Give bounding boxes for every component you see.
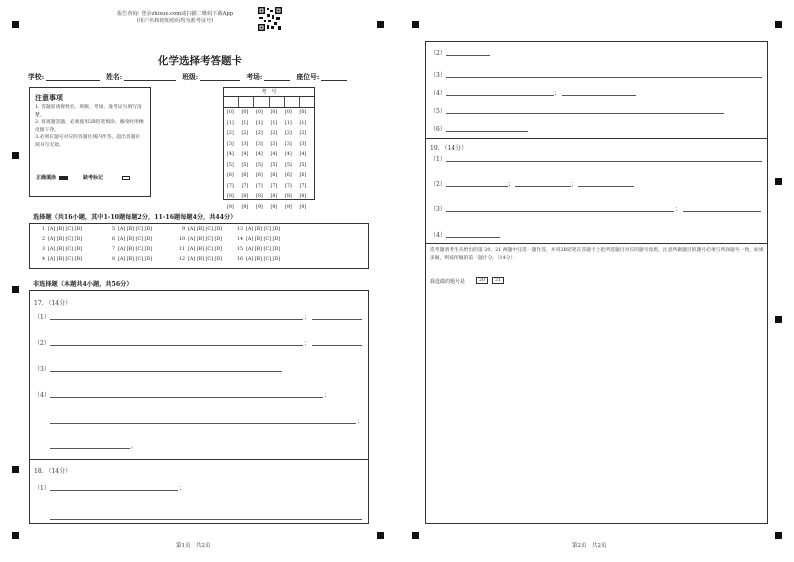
q19-title: 19. （14分） <box>430 145 468 152</box>
notice-box <box>29 87 151 197</box>
digit-bubble[interactable]: [7] <box>270 183 278 189</box>
corner-mark <box>412 21 419 28</box>
choice-options[interactable]: [A] [B] [C] [D] <box>188 227 223 232</box>
choice-options[interactable]: [A] [B] [C] [D] <box>118 257 153 262</box>
choice-options[interactable]: [A] [B] [C] [D] <box>188 237 223 242</box>
name-field[interactable] <box>124 73 176 81</box>
page-title: 化学选择考答题卡 <box>158 55 242 67</box>
choice-question-15[interactable] <box>234 247 280 252</box>
digit-bubble[interactable]: [1] <box>241 120 249 126</box>
class-label: 班级: <box>182 73 199 81</box>
choice-options[interactable]: [A] [B] [C] [D] <box>118 237 153 242</box>
q19-part-4: （4） <box>430 232 446 239</box>
q17-2-line-b[interactable] <box>312 345 362 346</box>
q19-3-line-a[interactable] <box>446 211 674 212</box>
q18-title: 18. （14分） <box>34 468 72 475</box>
choice-options[interactable]: [A] [B] [C] [D] <box>48 227 83 232</box>
q17-part-1: （1） <box>34 314 50 321</box>
school-field[interactable] <box>46 73 100 81</box>
absent-mark-box[interactable] <box>122 176 130 180</box>
page-2-footer: 第2页 共2页 <box>572 543 607 549</box>
seat-field[interactable] <box>321 73 347 81</box>
class-field[interactable] <box>200 73 240 81</box>
digit-row <box>227 161 311 172</box>
q17-title: 17. （14分） <box>34 300 72 307</box>
choice-number: 2 <box>41 237 45 242</box>
choice-options[interactable]: [A] [B] [C] [D] <box>246 237 281 242</box>
choice-question-2[interactable] <box>36 237 82 242</box>
digit-bubble[interactable]: [1] <box>299 120 307 126</box>
notice-title: 注意事项 <box>35 93 63 102</box>
digit-row <box>227 182 311 193</box>
q17-2-line-a[interactable] <box>50 345 303 346</box>
elective-instruction: 选考题请考生从给出的第 20、21 两题中任选一题作答，并用2B铅笔在答题卡上把所选题目对应的题号涂黑，注意所做题目的题号必须与所涂题号一致，如果多做，则按所做的第一题计分。（14分） <box>430 248 764 261</box>
choice-options[interactable]: [A] [B] [C] [D] <box>188 247 223 252</box>
q18-1-line[interactable] <box>50 490 178 491</box>
corner-mark <box>775 532 782 539</box>
digit-bubble[interactable]: [9] <box>227 204 234 210</box>
digit-bubble[interactable]: [0] <box>241 110 249 115</box>
digit-bubble[interactable]: [0] <box>256 110 263 115</box>
choice-options[interactable]: [A] [B] [C] [D] <box>246 247 281 252</box>
corner-mark <box>775 21 782 28</box>
q18-5-line[interactable] <box>446 113 724 114</box>
digit-row <box>227 108 311 119</box>
page-1-footer: 第1页 共2页 <box>176 543 211 549</box>
digit-bubble[interactable]: [6] <box>227 173 234 178</box>
digit-bubble[interactable]: [7] <box>299 183 307 189</box>
digit-bubble[interactable]: [8] <box>256 194 263 199</box>
qr-code-icon <box>257 6 283 32</box>
digit-bubble[interactable]: [1] <box>256 120 263 126</box>
digit-bubble[interactable]: [4] <box>285 152 292 157</box>
side-mark <box>775 316 782 323</box>
choice-options[interactable]: [A] [B] [C] [D] <box>48 237 83 242</box>
choice-options[interactable]: [A] [B] [C] [D] <box>48 257 83 262</box>
exam-room-field[interactable] <box>264 73 290 81</box>
digit-bubble[interactable]: [6] <box>299 173 307 178</box>
digit-bubble[interactable]: [1] <box>285 120 292 126</box>
report-query-text: 报告查询: 登录zhixue.com或扫描二维码下载App (用户名和初始密码均为准考证号) <box>116 11 234 24</box>
digit-bubble[interactable]: [6] <box>270 173 278 178</box>
digit-bubble[interactable]: [2] <box>256 131 263 136</box>
side-mark <box>12 286 19 293</box>
q19-3-line-b[interactable] <box>683 211 761 212</box>
q18-4-line-a[interactable] <box>446 95 554 96</box>
digit-bubble[interactable]: [2] <box>270 131 278 136</box>
q18-part-3: （3） <box>430 72 446 79</box>
choice-question-4[interactable] <box>36 257 82 262</box>
elective-label: 我选做的题号是 <box>430 279 466 285</box>
digit-bubble[interactable]: [8] <box>227 194 234 199</box>
notice-items: 1. 答题前请将姓名、班级、考场、准考证号填写清楚。 2. 客观题答题，必须使用2B铅笔填涂，修改时用橡皮擦干净。 3.必须在题号对应的答题区域内作答，超出答题区域书写无效。 <box>35 105 144 148</box>
fill-legend: 正确填涂 缺考标记 <box>36 174 130 181</box>
q17-4-line-c[interactable] <box>50 448 130 449</box>
q18-answer-box: 18. （14分） （1） ； <box>29 459 369 524</box>
q19-2-line-a[interactable] <box>446 186 508 187</box>
choice-question-10[interactable] <box>176 237 222 242</box>
digit-bubble[interactable]: [4] <box>299 152 307 157</box>
digit-row <box>227 119 311 130</box>
q18-part-1: （1） <box>34 485 50 492</box>
elective-option-20[interactable]: 20 <box>476 277 488 284</box>
q18-2-line[interactable] <box>446 55 490 56</box>
digit-bubble[interactable]: [9] <box>241 204 249 210</box>
digit-bubble[interactable]: [9] <box>285 204 292 210</box>
choice-number: 16 <box>236 257 243 262</box>
q19-part-2: （2） <box>430 181 446 188</box>
choice-section-title: 选择题（共16小题，其中1-10题每题2分，11-16题每题4分，共44分） <box>33 214 237 221</box>
choice-number: 5 <box>111 227 115 232</box>
choice-question-16[interactable] <box>234 257 280 262</box>
digit-bubble[interactable]: [2] <box>227 131 234 136</box>
digit-bubble[interactable]: [0] <box>285 110 292 115</box>
digit-bubble[interactable]: [2] <box>285 131 292 136</box>
q19-2-line-c[interactable] <box>578 186 634 187</box>
q19-2-line-b[interactable] <box>515 186 571 187</box>
corner-mark <box>12 21 19 28</box>
choice-number: 12 <box>178 257 185 262</box>
choice-number: 11 <box>178 247 185 252</box>
choice-number: 13 <box>236 227 243 232</box>
choice-question-6[interactable] <box>106 237 152 242</box>
digit-row <box>227 129 311 140</box>
choice-question-14[interactable] <box>234 237 280 242</box>
side-mark <box>12 152 19 159</box>
digit-bubble[interactable]: [4] <box>241 152 249 157</box>
choice-question-1[interactable] <box>36 227 82 232</box>
q17-part-2: （2） <box>34 340 50 347</box>
choice-number: 8 <box>111 257 115 262</box>
digit-row <box>227 203 311 214</box>
choice-question-11[interactable] <box>176 247 222 252</box>
digit-row <box>227 192 311 203</box>
q18-1-line-b[interactable] <box>50 519 362 520</box>
q17-1-line-b[interactable] <box>312 319 362 320</box>
q17-4-line-b[interactable] <box>50 423 356 424</box>
q18-part-5: （5） <box>430 108 446 115</box>
digit-bubble[interactable]: [8] <box>299 194 307 199</box>
choice-options[interactable]: [A] [B] [C] [D] <box>118 227 153 232</box>
digit-bubble[interactable]: [1] <box>227 120 234 126</box>
digit-bubble[interactable]: [2] <box>241 131 249 136</box>
choice-options[interactable]: [A] [B] [C] [D] <box>188 257 223 262</box>
digit-bubble[interactable]: [4] <box>270 152 278 157</box>
digit-bubble[interactable]: [3] <box>270 141 278 147</box>
choice-number: 3 <box>41 247 45 252</box>
digit-bubble[interactable]: [2] <box>299 131 307 136</box>
q17-answer-box: 17. （14分） （1） ； （2） ； （3） （4） ； ； 。 <box>29 290 369 460</box>
digit-bubble[interactable]: [6] <box>241 173 249 178</box>
choice-question-5[interactable] <box>106 227 152 232</box>
choice-question-9[interactable] <box>176 227 222 232</box>
choice-question-7[interactable] <box>106 247 152 252</box>
digit-bubble[interactable]: [7] <box>241 183 249 189</box>
digit-bubble[interactable]: [0] <box>299 110 307 115</box>
choice-answer-box <box>29 223 369 269</box>
q19-part-3: （3） <box>430 206 446 213</box>
digit-bubble[interactable]: [7] <box>227 183 234 189</box>
digit-bubble[interactable]: [3] <box>241 141 249 147</box>
digit-bubble[interactable]: [4] <box>227 152 234 157</box>
elective-option-21[interactable]: 21 <box>492 277 504 284</box>
choice-question-8[interactable] <box>106 257 152 262</box>
digit-bubble[interactable]: [4] <box>256 152 263 157</box>
digit-row <box>227 140 311 151</box>
digit-bubble[interactable]: [5] <box>299 162 307 168</box>
nonchoice-section-title: 非选择题（本题共4小题，共56分） <box>33 281 133 288</box>
digit-bubble[interactable]: [0] <box>227 110 234 115</box>
side-mark <box>12 466 19 473</box>
corner-mark <box>377 532 384 539</box>
q18-part-4: （4） <box>430 90 446 97</box>
choice-number: 9 <box>181 227 185 232</box>
q19-part-1: （1） <box>430 156 446 163</box>
choice-number: 7 <box>111 247 115 252</box>
school-label: 学校: <box>28 73 45 81</box>
exam-number-grid <box>223 87 315 210</box>
corner-mark <box>12 532 19 539</box>
corner-mark <box>412 532 419 539</box>
q18-6-line[interactable] <box>446 131 528 132</box>
digit-bubble[interactable]: [5] <box>241 162 249 168</box>
choice-options[interactable]: [A] [B] [C] [D] <box>118 247 153 252</box>
filled-swatch-icon <box>59 176 68 180</box>
choice-number: 14 <box>236 237 243 242</box>
corner-mark <box>377 21 384 28</box>
digit-bubble[interactable]: [1] <box>270 120 278 126</box>
digit-bubble[interactable]: [7] <box>256 183 263 189</box>
digit-bubble[interactable]: [5] <box>227 162 234 168</box>
digit-bubble[interactable]: [9] <box>256 204 263 210</box>
side-mark <box>775 178 782 185</box>
digit-bubble[interactable]: [8] <box>285 194 292 199</box>
q18-3-line[interactable] <box>446 77 762 78</box>
choice-question-3[interactable] <box>36 247 82 252</box>
digit-bubble[interactable]: [8] <box>270 194 278 199</box>
digit-bubble[interactable]: [6] <box>256 173 263 178</box>
choice-number: 6 <box>111 237 115 242</box>
digit-row <box>227 171 311 182</box>
choice-number: 1 <box>41 227 45 232</box>
choice-number: 10 <box>178 237 185 242</box>
q17-part-4: （4） <box>34 392 50 399</box>
q19-1-line[interactable] <box>446 161 762 162</box>
digit-bubble[interactable]: [0] <box>270 110 278 115</box>
digit-bubble[interactable]: [3] <box>299 141 307 147</box>
q18-part-6: （6） <box>430 126 446 133</box>
q17-1-line-a[interactable] <box>50 319 303 320</box>
digit-bubble[interactable]: [3] <box>227 141 234 147</box>
exam-room-label: 考场: <box>246 73 263 81</box>
choice-question-13[interactable] <box>234 227 280 232</box>
q17-3-line[interactable] <box>50 371 282 372</box>
digit-bubble[interactable]: [5] <box>256 162 263 168</box>
digit-bubble[interactable]: [7] <box>285 183 292 189</box>
page2-answer-frame: （2） （3） （4） ； （5） （6） 19. （14分） （1） （2） ； ； （3） ； （4） 选考题请考生从给出的第 20、21 两题中任选一题作答，并用2B铅笔在答题卡上把所选题目对应的题号涂黑，注意所做题目的题号必须与所涂题号一致，如果多做，则按所做的第一题计分。（14分） 我选做的题号是 20 21 <box>425 41 768 524</box>
digit-bubble[interactable]: [5] <box>270 162 278 168</box>
q17-part-3: （3） <box>34 366 50 373</box>
seat-label: 座位号: <box>296 73 320 81</box>
choice-number: 4 <box>41 257 45 262</box>
exam-number-bubbles[interactable] <box>227 108 311 213</box>
digit-row <box>227 150 311 161</box>
digit-bubble[interactable]: [9] <box>299 204 307 210</box>
exam-number-label: 考 号 <box>224 88 314 97</box>
student-info-row <box>28 71 349 81</box>
choice-options[interactable]: [A] [B] [C] [D] <box>48 247 83 252</box>
q18-part-2: （2） <box>430 50 446 57</box>
digit-bubble[interactable]: [3] <box>285 141 292 147</box>
choice-options[interactable]: [A] [B] [C] [D] <box>246 257 281 262</box>
q19-4-line[interactable] <box>446 237 500 238</box>
q17-4-line-a[interactable] <box>50 397 323 398</box>
choice-question-12[interactable] <box>176 257 222 262</box>
digit-bubble[interactable]: [6] <box>285 173 292 178</box>
q18-4-line-b[interactable] <box>562 95 636 96</box>
digit-bubble[interactable]: [3] <box>256 141 263 147</box>
digit-bubble[interactable]: [9] <box>270 204 278 210</box>
digit-bubble[interactable]: [5] <box>285 162 292 168</box>
choice-number: 15 <box>236 247 243 252</box>
name-label: 姓名: <box>106 73 123 81</box>
digit-bubble[interactable]: [8] <box>241 194 249 199</box>
choice-options[interactable]: [A] [B] [C] [D] <box>246 227 281 232</box>
